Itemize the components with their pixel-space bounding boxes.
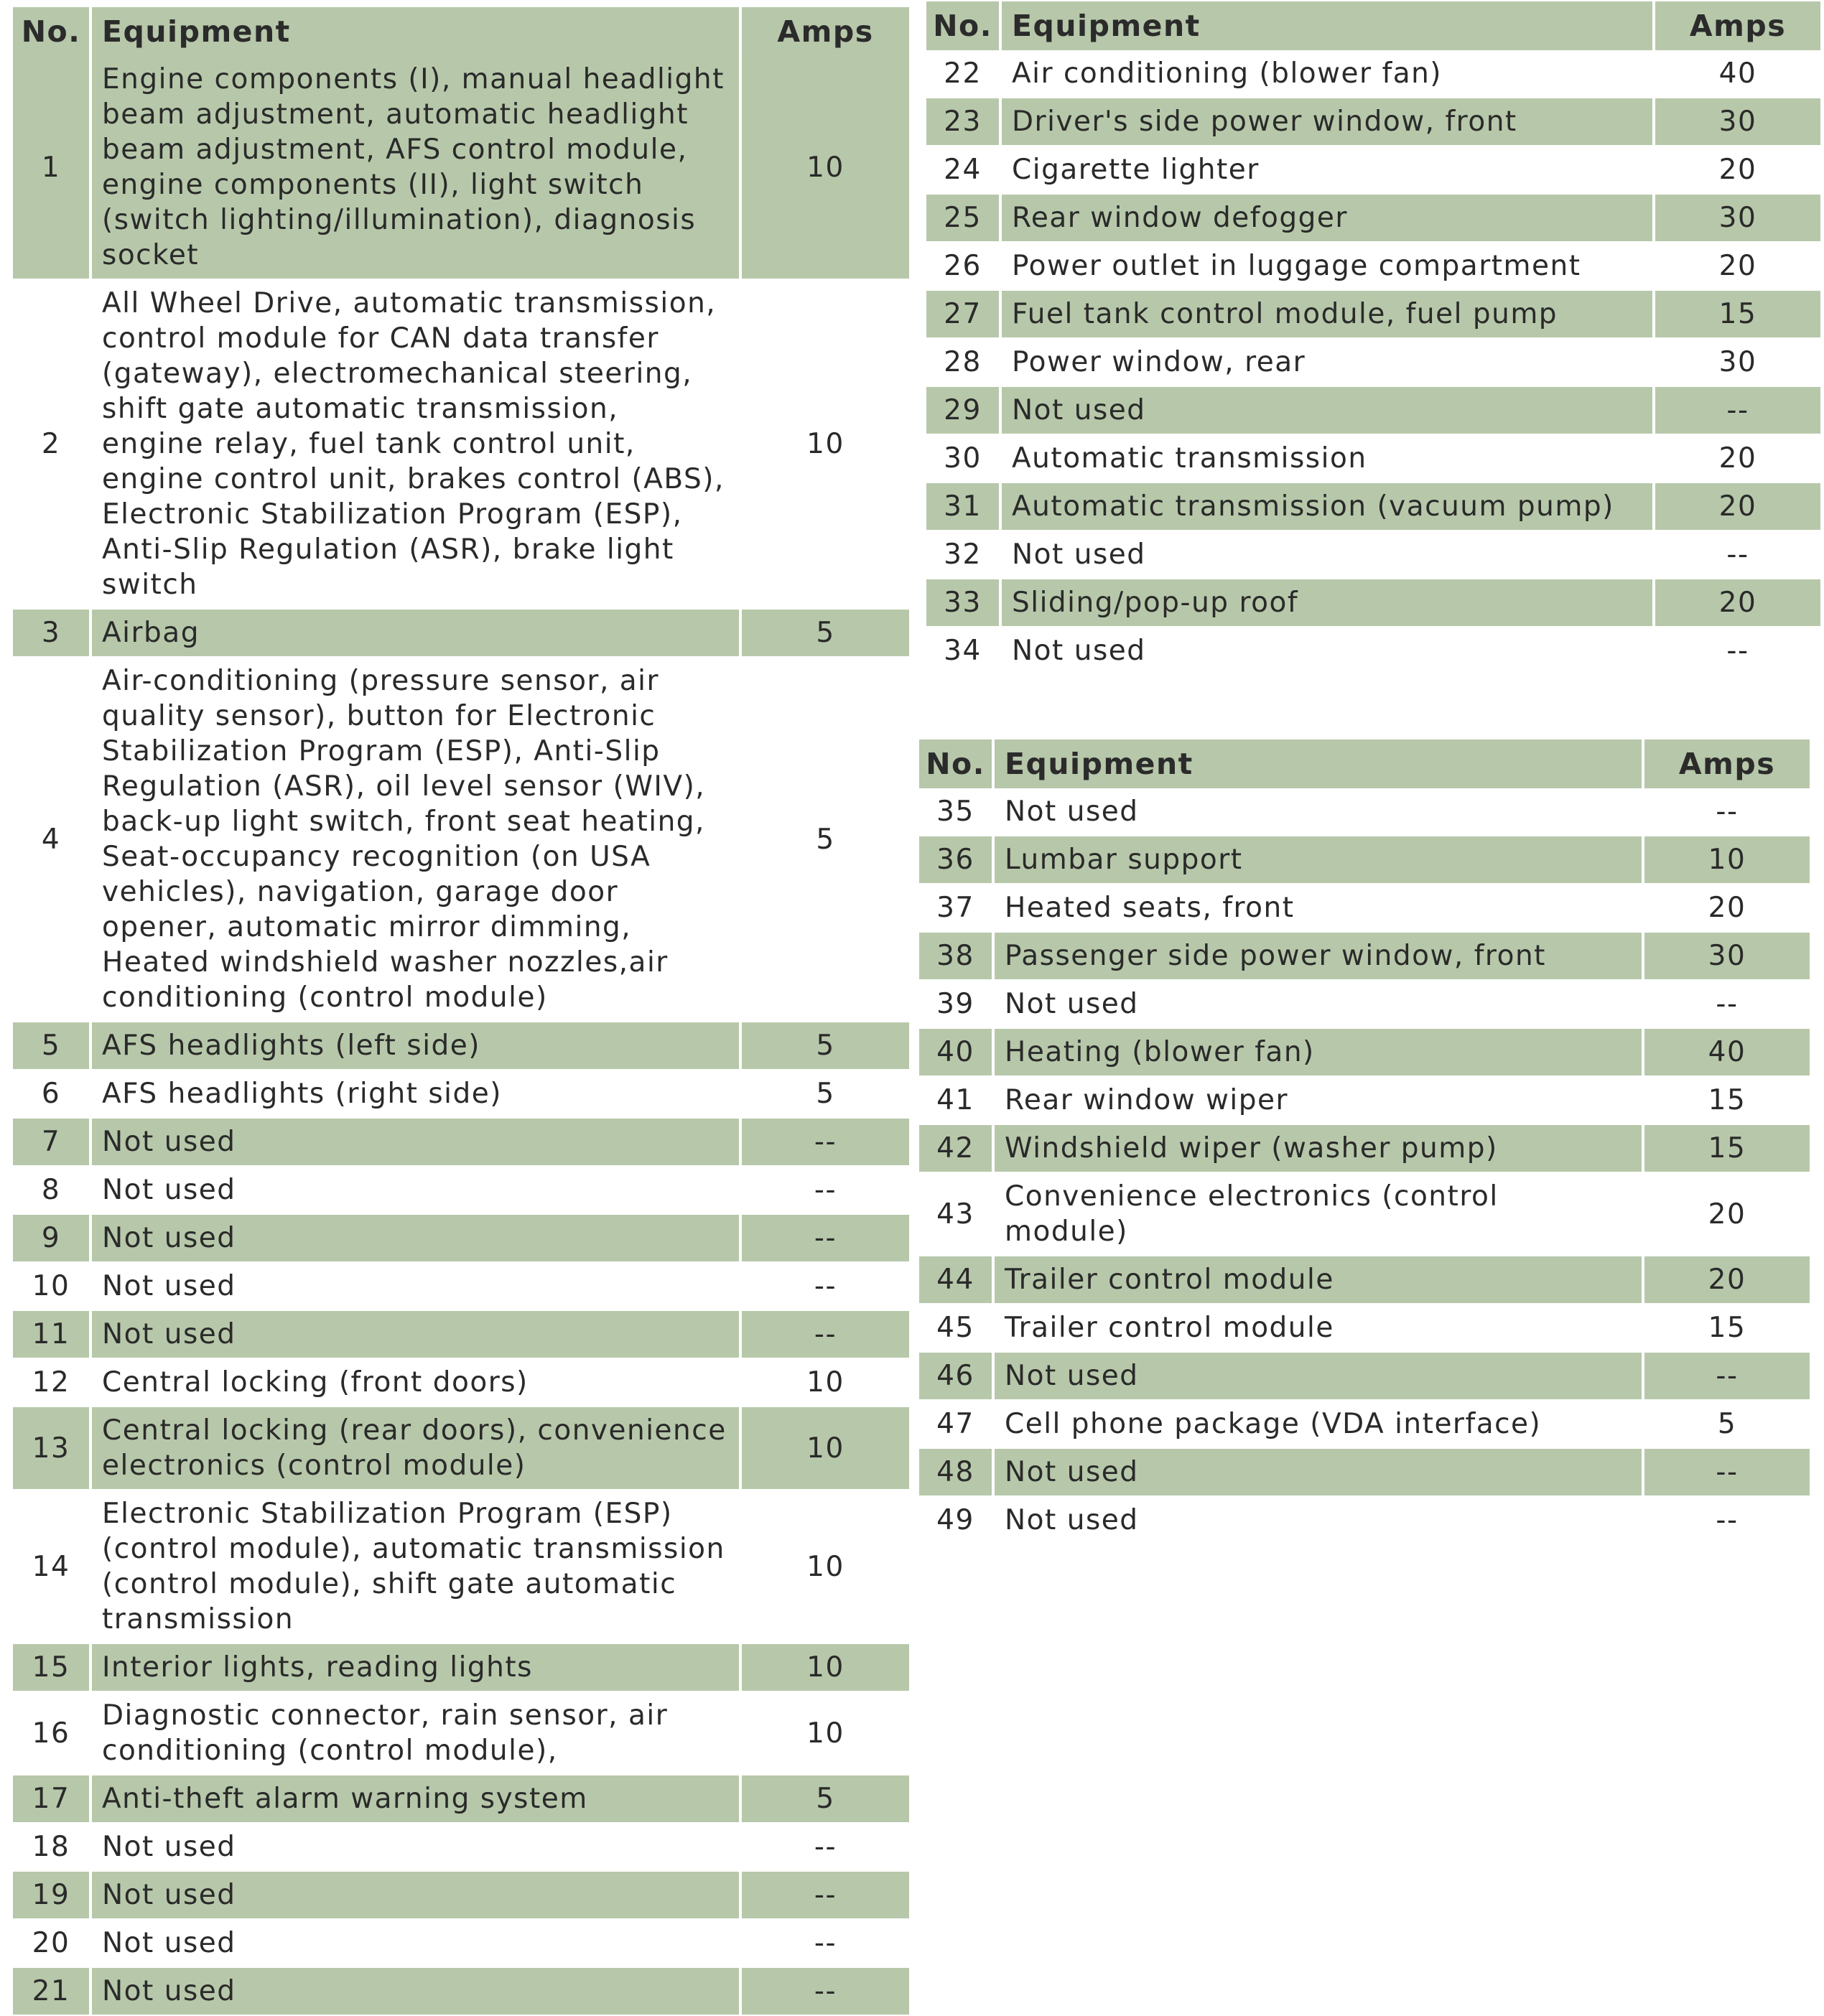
fuse-amps: -- <box>742 1311 909 1359</box>
fuse-number: 24 <box>926 146 1002 195</box>
table-row <box>919 788 1810 836</box>
table-row <box>13 1311 909 1359</box>
fuse-number: 5 <box>13 1022 92 1070</box>
fuse-amps: -- <box>742 1920 909 1968</box>
fuse-number: 15 <box>13 1644 92 1692</box>
fuse-equipment: Automatic transmission <box>1002 435 1655 483</box>
fuse-equipment: Lumbar support <box>995 836 1644 885</box>
fuse-amps: 20 <box>1644 1256 1810 1305</box>
fuse-amps: -- <box>742 1968 909 2016</box>
fuse-amps: 10 <box>742 56 909 280</box>
fuse-equipment: Passenger side power window, front <box>995 933 1644 981</box>
table-row <box>13 1359 909 1407</box>
fuse-amps: 30 <box>1655 98 1820 146</box>
fuse-number: 42 <box>919 1125 995 1173</box>
header-no: No. <box>926 1 1002 50</box>
fuse-amps: 30 <box>1655 339 1820 387</box>
fuse-number: 27 <box>926 291 1002 339</box>
table-header-row <box>926 1 1820 50</box>
fuse-amps: 15 <box>1655 291 1820 339</box>
fuse-amps: -- <box>742 1824 909 1872</box>
fuse-equipment: Not used <box>995 788 1644 836</box>
fuse-equipment: Cell phone package (VDA interface) <box>995 1401 1644 1449</box>
fuse-equipment: Driver's side power window, front <box>1002 98 1655 146</box>
fuse-amps: 20 <box>1655 579 1820 627</box>
fuse-number: 17 <box>13 1775 92 1824</box>
fuse-equipment: Not used <box>92 1215 742 1263</box>
fuse-equipment: Not used <box>92 1167 742 1215</box>
fuse-amps: 20 <box>1655 435 1820 483</box>
table-row <box>13 1872 909 1920</box>
fuse-equipment: Airbag <box>92 610 742 658</box>
fuse-equipment: Trailer control module <box>995 1305 1644 1353</box>
table-row <box>926 243 1820 291</box>
fuse-number: 19 <box>13 1872 92 1920</box>
fuse-amps: 5 <box>1644 1401 1810 1449</box>
fuse-equipment: Trailer control module <box>995 1256 1644 1305</box>
fuse-number: 11 <box>13 1311 92 1359</box>
fuse-equipment: Power window, rear <box>1002 339 1655 387</box>
fuse-amps: -- <box>1655 627 1820 676</box>
fuse-amps: -- <box>1644 1497 1810 1545</box>
fuse-amps: 10 <box>742 280 909 610</box>
table-row <box>13 1022 909 1070</box>
fuse-amps: -- <box>742 1167 909 1215</box>
fuse-equipment: Not used <box>92 1968 742 2016</box>
table-row <box>926 531 1820 579</box>
table-row <box>919 885 1810 933</box>
fuse-amps: 15 <box>1644 1305 1810 1353</box>
table-row <box>13 1215 909 1263</box>
fuse-equipment: Cigarette lighter <box>1002 146 1655 195</box>
fuse-equipment: Central locking (front doors) <box>92 1359 742 1407</box>
fuse-number: 1 <box>13 56 92 280</box>
fuse-table-3 <box>919 739 1810 1545</box>
fuse-number: 38 <box>919 933 995 981</box>
fuse-number: 16 <box>13 1692 92 1775</box>
fuse-number: 33 <box>926 579 1002 627</box>
table-row <box>13 1070 909 1119</box>
table-row <box>13 1644 909 1692</box>
fuse-equipment: Heating (blower fan) <box>995 1029 1644 1077</box>
table-row <box>926 291 1820 339</box>
fuse-equipment: Electronic Stabilization Program (ESP) (control module), automatic transmission (control module), shift gate automatic transmission <box>92 1490 742 1644</box>
header-no: No. <box>13 7 92 56</box>
fuse-amps: 20 <box>1655 243 1820 291</box>
fuse-amps: -- <box>1655 387 1820 435</box>
fuse-number: 3 <box>13 610 92 658</box>
fuse-number: 37 <box>919 885 995 933</box>
header-amps: Amps <box>1644 739 1810 788</box>
fuse-number: 9 <box>13 1215 92 1263</box>
fuse-equipment: Not used <box>1002 531 1655 579</box>
header-equipment: Equipment <box>92 7 742 56</box>
table-row <box>919 1497 1810 1545</box>
fuse-number: 7 <box>13 1119 92 1167</box>
fuse-equipment: Power outlet in luggage compartment <box>1002 243 1655 291</box>
table-row <box>919 1125 1810 1173</box>
table-row <box>919 1173 1810 1256</box>
fuse-amps: 5 <box>742 1775 909 1824</box>
fuse-amps: 10 <box>742 1644 909 1692</box>
table-row <box>13 1775 909 1824</box>
fuse-number: 10 <box>13 1263 92 1311</box>
table-row <box>13 1167 909 1215</box>
fuse-number: 30 <box>926 435 1002 483</box>
fuse-equipment: Not used <box>92 1263 742 1311</box>
fuse-amps: 10 <box>742 1359 909 1407</box>
table-row <box>926 435 1820 483</box>
fuse-amps: 5 <box>742 610 909 658</box>
fuse-amps: 15 <box>1644 1125 1810 1173</box>
fuse-amps: -- <box>1644 788 1810 836</box>
fuse-equipment: Not used <box>92 1920 742 1968</box>
fuse-number: 45 <box>919 1305 995 1353</box>
header-no: No. <box>919 739 995 788</box>
fuse-equipment: Air conditioning (blower fan) <box>1002 50 1655 98</box>
fuse-amps: -- <box>1655 531 1820 579</box>
fuse-number: 44 <box>919 1256 995 1305</box>
table-row <box>926 146 1820 195</box>
fuse-number: 4 <box>13 658 92 1022</box>
fuse-amps: 5 <box>742 1070 909 1119</box>
table-row <box>13 1692 909 1775</box>
fuse-number: 36 <box>919 836 995 885</box>
fuse-number: 14 <box>13 1490 92 1644</box>
table-row <box>919 981 1810 1029</box>
fuse-number: 18 <box>13 1824 92 1872</box>
fuse-equipment: Not used <box>1002 387 1655 435</box>
fuse-amps: -- <box>1644 1449 1810 1497</box>
fuse-amps: 10 <box>742 1490 909 1644</box>
table-row <box>926 579 1820 627</box>
fuse-amps: 15 <box>1644 1077 1810 1125</box>
fuse-amps: 10 <box>742 1407 909 1490</box>
table-header-row <box>919 739 1810 788</box>
fuse-number: 13 <box>13 1407 92 1490</box>
table-row <box>926 483 1820 531</box>
table-row <box>919 1353 1810 1401</box>
fuse-number: 31 <box>926 483 1002 531</box>
fuse-amps: 10 <box>1644 836 1810 885</box>
fuse-equipment: Fuel tank control module, fuel pump <box>1002 291 1655 339</box>
fuse-equipment: Not used <box>92 1119 742 1167</box>
header-equipment: Equipment <box>995 739 1644 788</box>
table-row <box>919 1449 1810 1497</box>
table-row <box>919 1256 1810 1305</box>
header-equipment: Equipment <box>1002 1 1655 50</box>
fuse-number: 43 <box>919 1173 995 1256</box>
table-row <box>926 387 1820 435</box>
fuse-equipment: Not used <box>995 1497 1644 1545</box>
fuse-number: 8 <box>13 1167 92 1215</box>
fuse-equipment: AFS headlights (right side) <box>92 1070 742 1119</box>
fuse-amps: 40 <box>1655 50 1820 98</box>
fuse-number: 41 <box>919 1077 995 1125</box>
table-row <box>926 98 1820 146</box>
fuse-amps: -- <box>1644 981 1810 1029</box>
fuse-amps: 10 <box>742 1692 909 1775</box>
table-row <box>13 658 909 1022</box>
header-amps: Amps <box>1655 1 1820 50</box>
table-row <box>926 339 1820 387</box>
table-row <box>13 610 909 658</box>
fuse-amps: 20 <box>1655 146 1820 195</box>
fuse-number: 6 <box>13 1070 92 1119</box>
fuse-equipment: All Wheel Drive, automatic transmission, control module for CAN data transfer (gateway), electromechanical steering, shift gate automatic transmission, engine relay, fuel tank control unit, engine control unit, brakes control (ABS), Electronic Stabilization Program (ESP), Anti-Slip Regulation (ASR), brake light switch <box>92 280 742 610</box>
fuse-number: 40 <box>919 1029 995 1077</box>
fuse-equipment: Automatic transmission (vacuum pump) <box>1002 483 1655 531</box>
fuse-equipment: Not used <box>995 1353 1644 1401</box>
table-row <box>919 1029 1810 1077</box>
table-row <box>926 627 1820 676</box>
fuse-number: 21 <box>13 1968 92 2016</box>
table-row <box>13 1920 909 1968</box>
table-row <box>13 1490 909 1644</box>
table-row <box>919 1305 1810 1353</box>
fuse-equipment: AFS headlights (left side) <box>92 1022 742 1070</box>
fuse-amps: 30 <box>1644 933 1810 981</box>
fuse-number: 32 <box>926 531 1002 579</box>
fuse-equipment: Anti-theft alarm warning system <box>92 1775 742 1824</box>
fuse-number: 47 <box>919 1401 995 1449</box>
table-row <box>919 933 1810 981</box>
header-amps: Amps <box>742 7 909 56</box>
table-row <box>13 280 909 610</box>
fuse-amps: 40 <box>1644 1029 1810 1077</box>
table-row <box>13 1968 909 2016</box>
fuse-amps: 5 <box>742 1022 909 1070</box>
table-row <box>13 1824 909 1872</box>
fuse-amps: 5 <box>742 658 909 1022</box>
fuse-equipment: Diagnostic connector, rain sensor, air conditioning (control module), <box>92 1692 742 1775</box>
fuse-equipment: Sliding/pop-up roof <box>1002 579 1655 627</box>
fuse-equipment: Rear window defogger <box>1002 195 1655 243</box>
fuse-number: 2 <box>13 280 92 610</box>
fuse-number: 46 <box>919 1353 995 1401</box>
fuse-equipment: Not used <box>995 981 1644 1029</box>
fuse-amps: 30 <box>1655 195 1820 243</box>
fuse-amps: -- <box>742 1263 909 1311</box>
fuse-amps: -- <box>742 1119 909 1167</box>
fuse-number: 35 <box>919 788 995 836</box>
table-row <box>13 56 909 280</box>
table-row <box>13 1119 909 1167</box>
fuse-number: 29 <box>926 387 1002 435</box>
fuse-amps: 20 <box>1644 885 1810 933</box>
fuse-amps: 20 <box>1644 1173 1810 1256</box>
fuse-equipment: Rear window wiper <box>995 1077 1644 1125</box>
fuse-amps: -- <box>742 1215 909 1263</box>
fuse-equipment: Central locking (rear doors), convenience electronics (control module) <box>92 1407 742 1490</box>
fuse-number: 12 <box>13 1359 92 1407</box>
table-row <box>926 195 1820 243</box>
fuse-table-2 <box>926 1 1820 676</box>
fuse-equipment: Not used <box>92 1824 742 1872</box>
fuse-equipment: Engine components (I), manual headlight beam adjustment, automatic headlight beam adjustment, AFS control module, engine components (II), light switch (switch lighting/illumination), diagnosis socket <box>92 56 742 280</box>
fuse-equipment: Not used <box>1002 627 1655 676</box>
fuse-amps: -- <box>1644 1353 1810 1401</box>
fuse-number: 34 <box>926 627 1002 676</box>
fuse-number: 22 <box>926 50 1002 98</box>
fuse-equipment: Heated seats, front <box>995 885 1644 933</box>
fuse-equipment: Convenience electronics (control module) <box>995 1173 1644 1256</box>
fuse-equipment: Not used <box>92 1311 742 1359</box>
table-row <box>919 1077 1810 1125</box>
fuse-number: 26 <box>926 243 1002 291</box>
table-row <box>919 1401 1810 1449</box>
fuse-equipment: Interior lights, reading lights <box>92 1644 742 1692</box>
table-row <box>13 1407 909 1490</box>
fuse-number: 28 <box>926 339 1002 387</box>
table-row <box>926 50 1820 98</box>
fuse-equipment: Windshield wiper (washer pump) <box>995 1125 1644 1173</box>
fuse-table-1 <box>13 7 909 2016</box>
table-row <box>13 1263 909 1311</box>
fuse-number: 39 <box>919 981 995 1029</box>
fuse-number: 25 <box>926 195 1002 243</box>
fuse-number: 48 <box>919 1449 995 1497</box>
fuse-equipment: Not used <box>92 1872 742 1920</box>
fuse-number: 23 <box>926 98 1002 146</box>
fuse-number: 49 <box>919 1497 995 1545</box>
fuse-equipment: Not used <box>995 1449 1644 1497</box>
fuse-amps: 20 <box>1655 483 1820 531</box>
fuse-amps: -- <box>742 1872 909 1920</box>
table-row <box>919 836 1810 885</box>
fuse-equipment: Air-conditioning (pressure sensor, air quality sensor), button for Electronic Stabilization Program (ESP), Anti-Slip Regulation (ASR), oil level sensor (WIV), back-up light switch, front seat heating, Seat-occupancy recognition (on USA vehicles), navigation, garage door opener, automatic mirror dimming, Heated windshield washer nozzles,air conditioning (control module) <box>92 658 742 1022</box>
fuse-number: 20 <box>13 1920 92 1968</box>
table-header-row <box>13 7 909 56</box>
